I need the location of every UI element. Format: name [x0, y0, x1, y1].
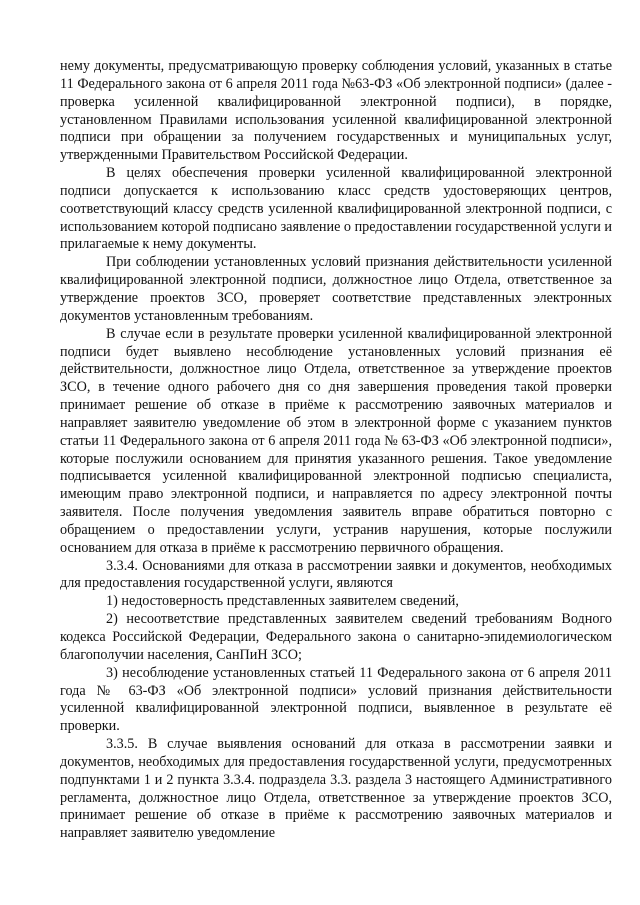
list-item-3: 3) несоблюдение установленных статьей 11 Федерального закона от 6 апреля 2011 года № 63-ФЗ «Об электронной подписи» условий признания действительности усиленной квалифицированной электронной подписи, выявленное в результате её проверки. — [60, 664, 612, 735]
paragraph-refusal-notice: В случае если в результате проверки усиленной квалифицированной электронной подписи будет выявлено несоблюдение установленных условий признания её действительности, должностное лицо Отдела, ответственное за утверждение проектов ЗСО, в течение одного рабочего дня со дня завершения проведения такой проверки принимает решение об отказе в приёме к рассмотрению заявочных материалов и направляет заявителю уведомление об этом в электронной форме с указанием пунктов статьи 11 Федерального закона от 6 апреля 2011 года № 63-ФЗ «Об электронной подписи», которые послужили основанием для принятия указанного решения. Такое уведомление подписывается усиленной квалифицированной электронной подписью специалиста, имеющим право электронной подписи, и направляется по адресу электронной почты заявителя. После получения уведомления заявитель вправе обратиться повторно с обращением о предоставлении услуги, устранив нарушения, которые послужили основанием для отказа в приёме к рассмотрению первичного обращения. — [60, 325, 612, 556]
paragraph-continuation: нему документы, предусматривающую проверку соблюдения условий, указанных в статье 11 Федерального закона от 6 апреля 2011 года №63-ФЗ «Об электронной подписи» (далее - проверка усиленной квалифицированной электронной подписи), в порядке, установленном Правилами использования усиленной квалифицированной электронной подписи при обращении за получением государственных и муниципальных услуг, утвержденными Правительством Российской Федерации. — [60, 58, 612, 164]
paragraph-3-3-4: 3.3.4. Основаниями для отказа в рассмотрении заявки и документов, необходимых для предоставления государственной услуги, являются — [60, 557, 612, 592]
paragraph-verification-class: В целях обеспечения проверки усиленной квалифицированной электронной подписи допускается к использованию класс средств удостоверяющих центров, соответствующий классу средств усиленной квалифицированной электронной подписи, с использованием которой подписано заявление о предоставлении государственной услуги и прилагаемые к нему документы. — [60, 165, 612, 253]
list-item-2: 2) несоответствие представленных заявителем сведений требованиям Водного кодекса Российской Федерации, Федерального закона о санитарно-эпидемиологическом благополучии населения, СанПиН ЗСО; — [60, 611, 612, 663]
paragraph-3-3-5: 3.3.5. В случае выявления оснований для отказа в рассмотрении заявки и документов, необходимых для предоставления государственной услуги, предусмотренных подпунктами 1 и 2 пункта 3.3.4. подраздела 3.3. раздела 3 настоящего Административного регламента, должностное лицо Отдела, ответственное за утверждение проектов ЗСО, принимает решение об отказе в приёме к рассмотрению заявочных материалов и направляет заявителю уведомление — [60, 736, 612, 842]
paragraph-validity-conditions: При соблюдении установленных условий признания действительности усиленной квалифицированной электронной подписи, должностное лицо Отдела, ответственное за утверждение проектов ЗСО, проверяет соответствие представленных электронных документов установленным требованиям. — [60, 254, 612, 324]
list-item-1: 1) недостоверность представленных заявителем сведений, — [106, 593, 459, 610]
